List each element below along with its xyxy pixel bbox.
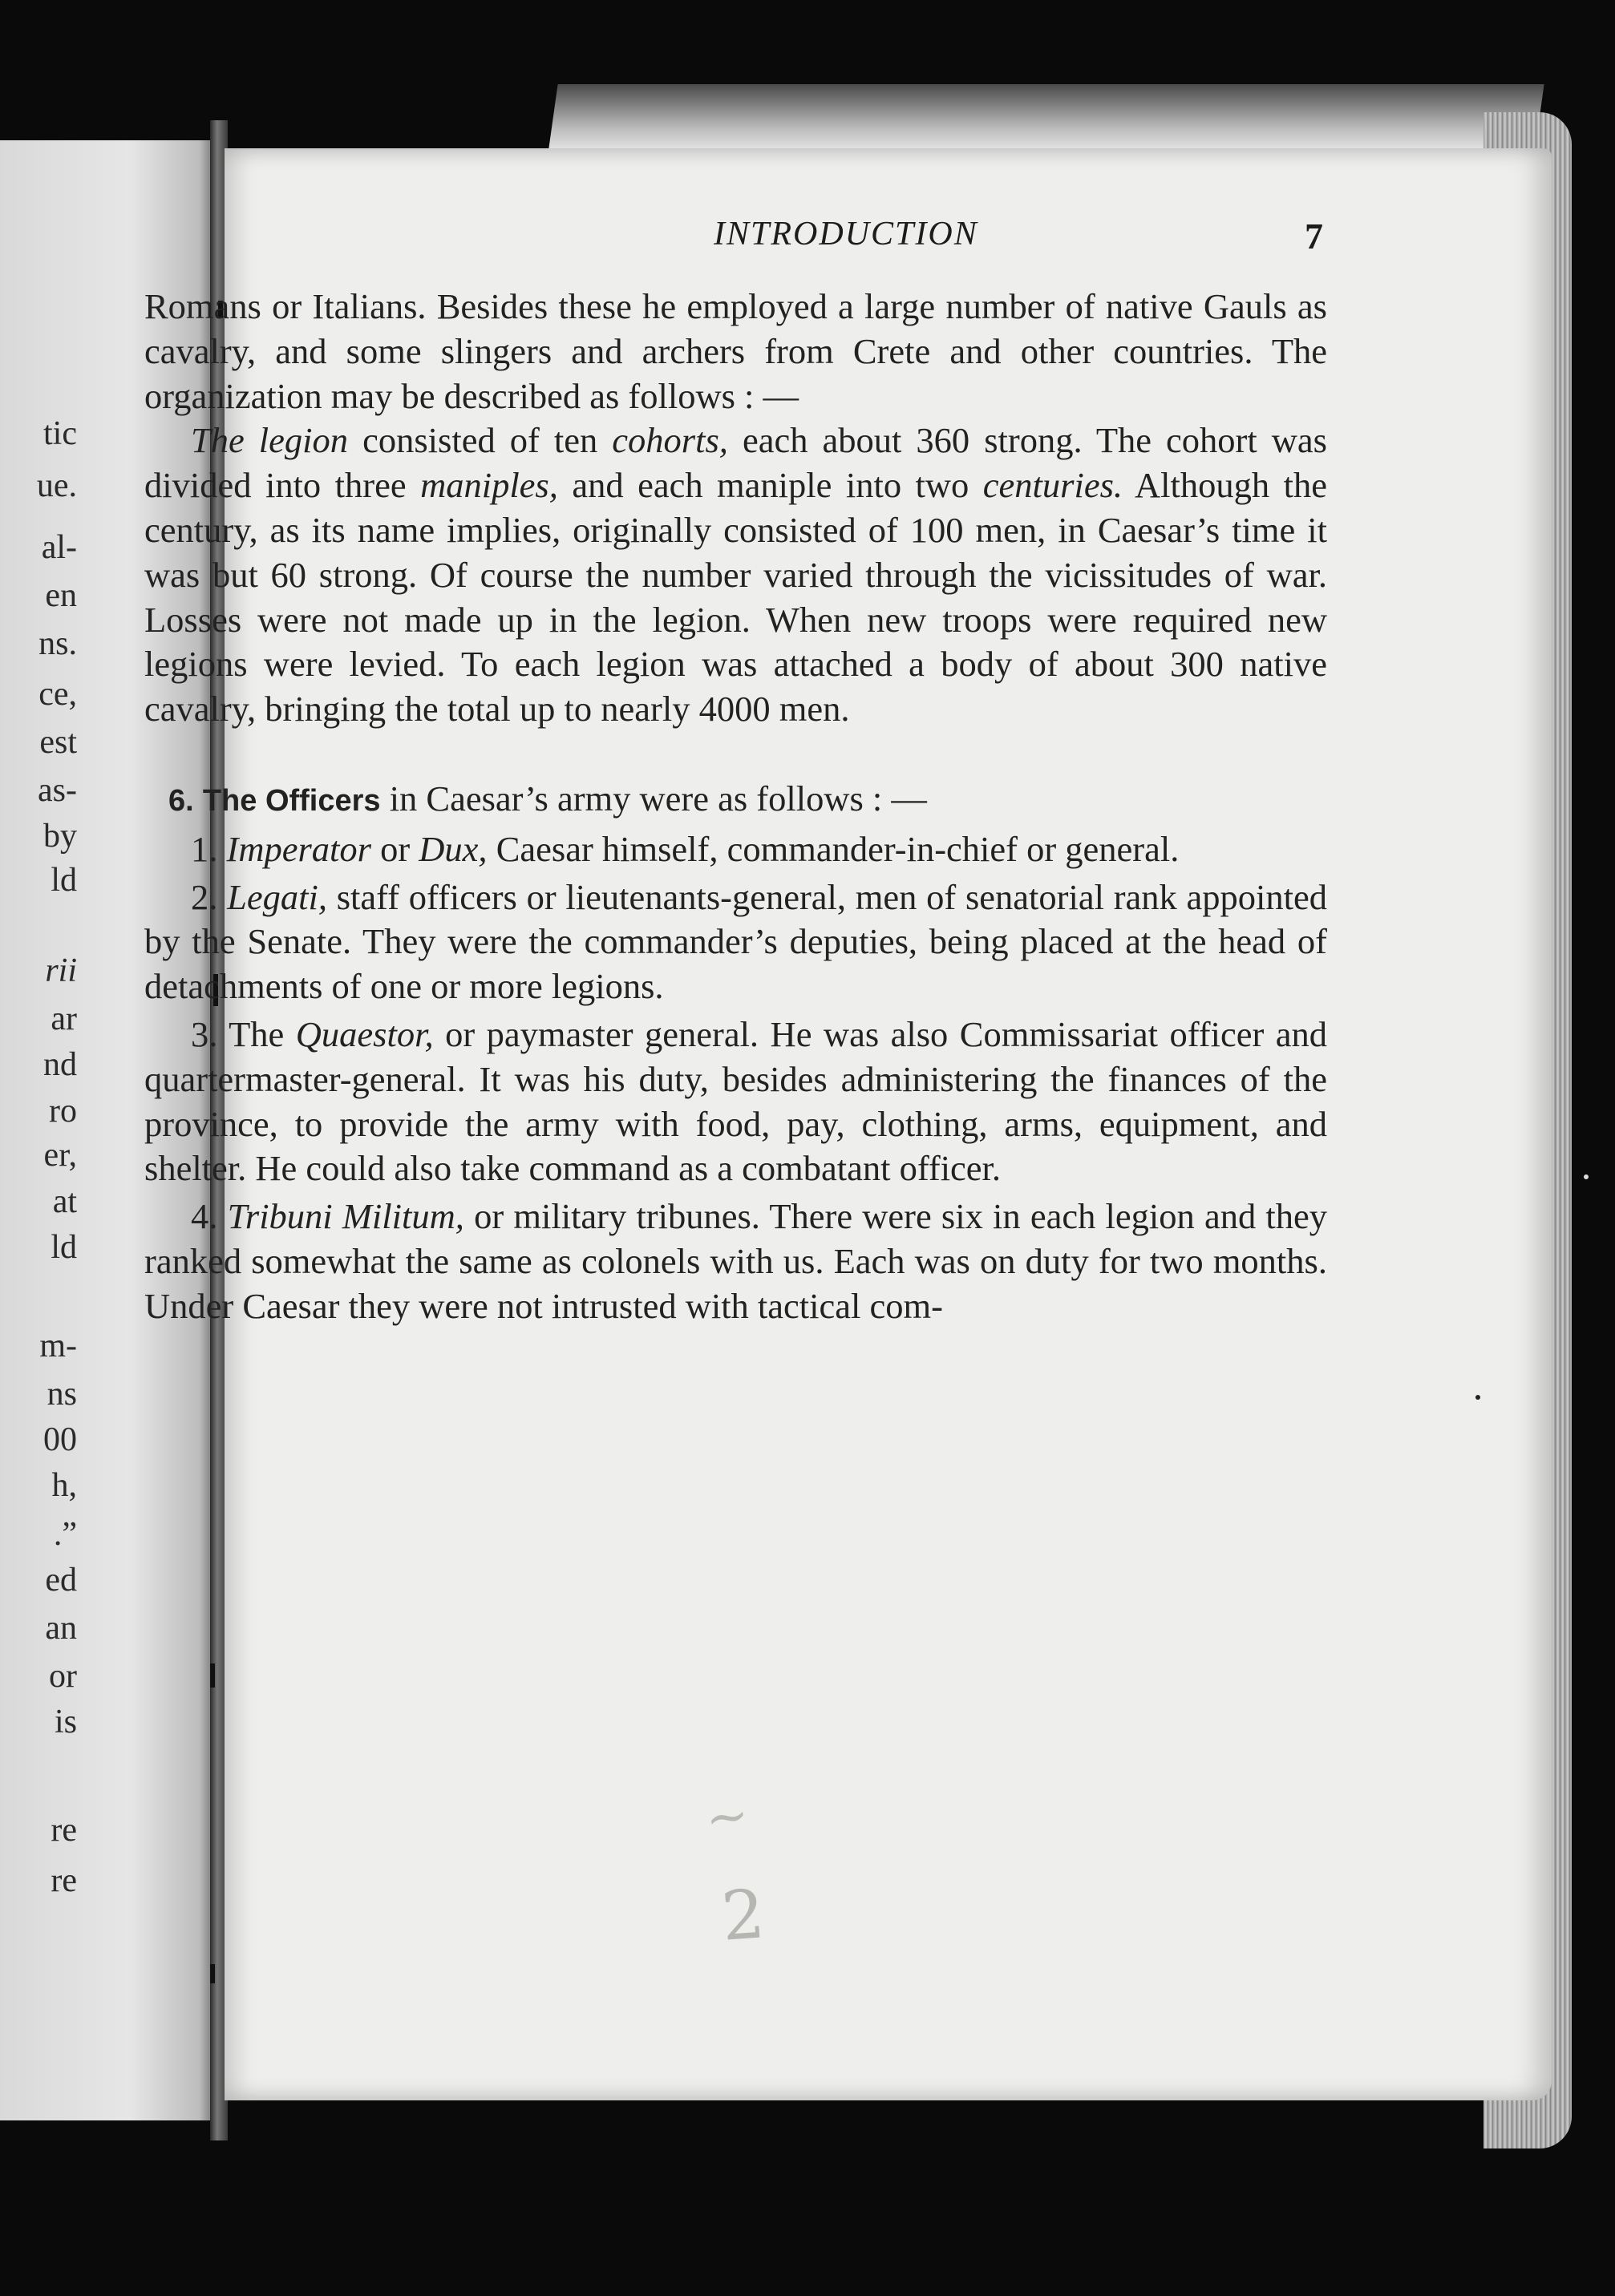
left-page-fragment: rii [45,952,77,989]
page-number: 7 [1305,216,1323,257]
term-centuries: centuries. [982,465,1123,506]
scan-speck [1475,1395,1480,1400]
left-page-fragment: h, [51,1467,77,1504]
paragraph-2 [144,418,1327,732]
page-header [128,215,1323,263]
item-term: Imperator [226,828,371,869]
item-text: or military tribunes. There were six in each legion and they ranked somewhat the same as colonels with us. Each was on duty for two months. Under Caesar they were not intrusted with tactical com- [144,1196,1328,1326]
paragraph-2-text: consisted of ten [348,420,613,461]
left-page-fragment: ce, [38,676,77,713]
list-item [144,827,1327,872]
item-text: staff officers or lieutenants-general, men of senatorial rank appointed by the Senate. They were the commander’s deputies, being placed at the head of detachments of one or more legions. [144,876,1327,1007]
left-page-fragment: nd [43,1046,77,1083]
left-page-fragment: ld [51,862,77,899]
left-page-fragment: at [52,1183,77,1220]
binding-stitch [210,1964,215,1983]
running-head: INTRODUCTION [714,216,978,253]
section-intro: in Caesar’s army were as follows : — [380,778,927,819]
left-page-fragment: ns. [38,625,77,662]
list-item [144,875,1327,1009]
section-6-heading [144,777,1327,824]
left-page-fragment: ro [49,1093,77,1130]
left-page-fragment: re [51,1812,77,1849]
paragraph-2-text: Although the century, as its name implies, originally consisted of 100 men, in Caesar’s time it was but 60 strong. Of course the number varied through the vicissitudes of war. Losses were not made up in the legion. When new troops were required new legions were levied. To each legion was attached a body of about 300 native cavalry, bringing the total up to nearly 4000 men. [144,465,1327,730]
item-number: 2. [191,876,218,917]
term-legion: The legion [191,420,349,461]
item-text: The [229,1013,296,1054]
left-page-fragment: tic [43,415,77,452]
left-page-fragment: is [54,1704,77,1740]
left-page-fragment: ld [51,1229,77,1266]
left-page-fragment: 00 [43,1421,77,1458]
item-text: Caesar himself, commander-in-chief or general. [487,828,1180,869]
item-text: or paymaster general. He was also Commissariat officer and quartermaster-general. It was his duty, besides administering the finances of the province, to provide the army with food, pay, clothing, arms, equipment, and shelter. He could also take command as a combatant officer. [144,1013,1328,1189]
item-term: Legati, [227,876,327,917]
left-page-fragment: er, [43,1137,77,1174]
left-page-fragment: as- [38,772,77,809]
list-item [144,1194,1327,1328]
section-title: The Officers [202,783,381,818]
term-maniples: maniples, [420,465,558,506]
left-page-fragment: est [39,724,77,761]
paragraph-2-text: each about 360 strong. The cohort was divided into three [144,420,1327,506]
left-page-fragment: re [51,1862,77,1899]
paragraph-1: Romans or Italians. Besides these he employed a large number of native Gauls as cavalry, and some slingers and archers from Crete and other countries. The organization may be described as follows : — [144,286,1327,416]
left-page-fragment: ar [51,1000,77,1037]
left-page-fragment: .” [53,1516,77,1553]
term-cohorts: cohorts, [612,420,728,461]
item-text: or [370,828,419,869]
section-number: 6. [168,783,194,818]
item-term: Quaestor, [295,1013,434,1054]
page-body [144,285,1327,1329]
pencil-mark: 2 [718,1874,767,1956]
left-page-fragment: or [49,1658,77,1695]
left-page-fragment: an [45,1610,77,1647]
left-page-fragment: by [43,818,77,855]
item-term: Tribuni Militum, [227,1196,464,1237]
page-edges-top [548,84,1544,148]
item-number: 4. [191,1196,218,1237]
binding-stitch [210,1663,215,1688]
left-page-fragment: en [45,577,77,614]
scan-speck [1584,1174,1589,1179]
left-page-fragment: ns [47,1376,77,1413]
left-page-fragment: ed [45,1562,77,1599]
item-term: Dux, [419,828,488,869]
left-page-fragment: m- [39,1328,77,1364]
item-number: 3. [191,1013,218,1054]
list-item [144,1013,1327,1191]
pencil-mark: ~ [702,1785,753,1850]
item-number: 1. [191,828,218,869]
left-page-fragment: al- [41,529,77,566]
paragraph-2-text: and each maniple into two [557,465,983,506]
left-page-fragment: ue. [36,467,77,504]
